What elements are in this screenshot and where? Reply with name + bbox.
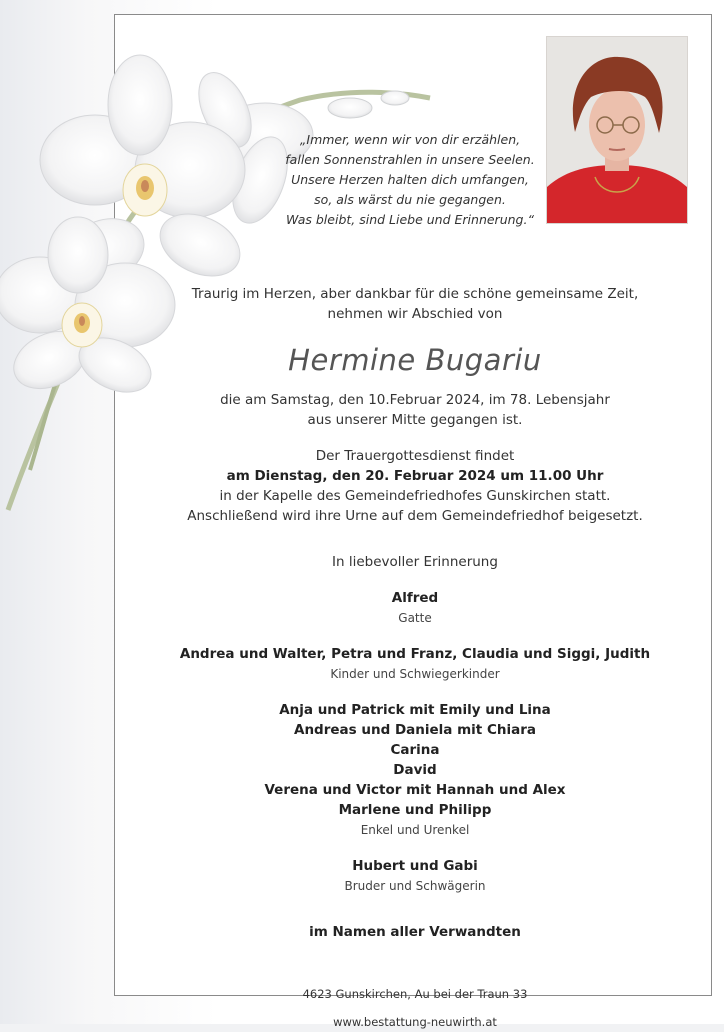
death-info-line: aus unserer Mitte gegangen ist.: [307, 412, 523, 428]
funeral-home-address: 4623 Gunskirchen, Au bei der Traun 33: [302, 987, 528, 1001]
portrait-photo: [546, 36, 688, 224]
service-line: Der Trauergottesdienst findet: [315, 448, 515, 464]
children-role: Kinder und Schwiegerkinder: [330, 667, 500, 681]
quote-line: so, als wärst du nie gegangen.: [314, 192, 506, 207]
grandchild-line: Carina: [390, 742, 440, 758]
grandchild-line: Verena und Victor mit Hannah und Alex: [264, 782, 566, 798]
quote-line: Was bleibt, sind Liebe und Erinnerung.“: [286, 212, 534, 227]
grandchild-line: Andreas und Daniela mit Chiara: [294, 722, 536, 738]
spouse-name: Alfred: [391, 590, 439, 606]
closing-line: im Namen aller Verwandten: [309, 924, 521, 940]
quote-line: fallen Sonnenstrahlen in unsere Seelen.: [285, 152, 535, 167]
quote-line: Unsere Herzen halten dich umfangen,: [291, 172, 529, 187]
grandchild-line: Anja und Patrick mit Emily und Lina: [279, 702, 551, 718]
memory-label: In liebevoller Erinnerung: [332, 554, 498, 570]
spouse-role: Gatte: [398, 611, 432, 625]
service-line: Anschließend wird ihre Urne auf dem Gemeindefriedhof beigesetzt.: [187, 508, 643, 524]
grandchild-line: Marlene und Philipp: [338, 802, 492, 818]
deceased-name: Hermine Bugariu: [288, 343, 542, 377]
death-info-line: die am Samstag, den 10.Februar 2024, im 78. Lebensjahr: [220, 392, 610, 408]
children-names: Andrea und Walter, Petra und Franz, Claudia und Siggi, Judith: [179, 646, 651, 662]
siblings-names: Hubert und Gabi: [352, 858, 478, 874]
memorial-quote: [280, 130, 540, 230]
service-date: am Dienstag, den 20. Februar 2024 um 11.00 Uhr: [226, 468, 604, 484]
intro-line: nehmen wir Abschied von: [327, 306, 503, 322]
quote-line: „Immer, wenn wir von dir erzählen,: [299, 132, 521, 147]
grandchildren-role: Enkel und Urenkel: [360, 823, 470, 837]
grandchild-line: David: [393, 762, 437, 778]
siblings-role: Bruder und Schwägerin: [344, 879, 486, 893]
funeral-home-website: www.bestattung-neuwirth.at: [333, 1015, 497, 1029]
obituary-text: [120, 284, 710, 1032]
intro-line: Traurig im Herzen, aber dankbar für die schöne gemeinsame Zeit,: [191, 286, 639, 302]
service-line: in der Kapelle des Gemeindefriedhofes Gunskirchen statt.: [219, 488, 611, 504]
